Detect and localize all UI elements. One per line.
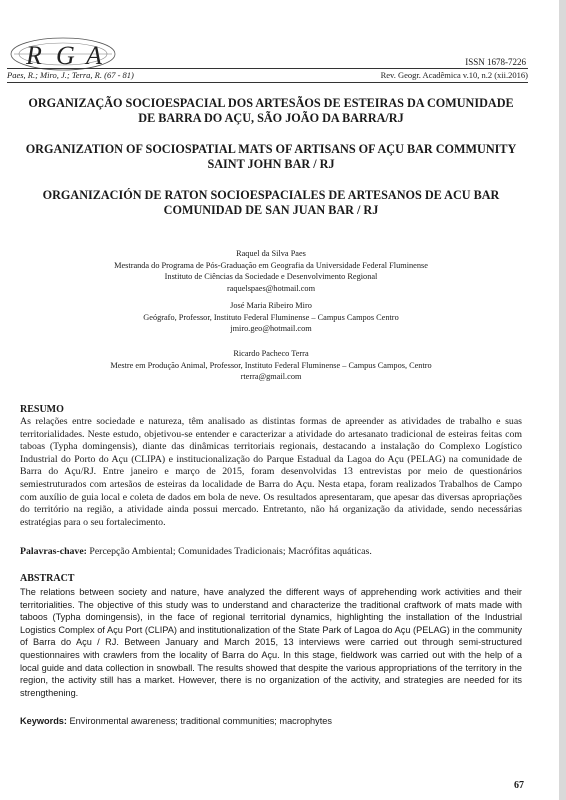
author-affiliation: Mestre em Produção Animal, Professor, Instituto Federal Fluminense – Campus Campos, Centro bbox=[110, 360, 432, 370]
author-name: José Maria Ribeiro Miro bbox=[230, 301, 312, 310]
resumo-text: As relações entre sociedade e natureza, têm analisado as distintas formas de apreender as atividades de trabalho e suas territorialidades. Neste estudo, objetivou-se entender e caracterizar a atividade do artesanato tradicional de esteiras feitas com taboas (Typha domingensis), diante das dinâmicas territoriais regionais, destacando a instalação do Complexo Logístico Industrial do Porto do Açu (CLIPA) e institucionalização do Parque Estadual da Lagoa do Açu (PELAG) na comunidade de Barra do Açu/RJ. Entre janeiro e março de 2015, foram desenvolvidas 13 entrevistas por meio de questionários semiestruturados com artesãos de esteiras da localidade de Barra do Açu. Nesta etapa, foram realizados Trabalhos de Campo com auxílio de guia local e coleta de dados em bola de neve. Os resultados apresentaram, que apesar das diversas apropriações do território na região, a atividade ainda possui mercado. Entretanto, não há organização da atividade, sendo necessárias estratégias para o seu fortalecimento. bbox=[20, 416, 522, 528]
header-rule-top bbox=[7, 68, 528, 69]
author-email: jmiro.geo@hotmail.com bbox=[230, 324, 312, 334]
author-institute: Instituto de Ciências da Sociedade e Desenvolvimento Regional bbox=[164, 272, 378, 282]
svg-text:R: R bbox=[26, 41, 42, 70]
keywords-label: Palavras-chave: bbox=[20, 546, 87, 557]
citation-authors: Paes, R.; Miro, J.; Terra, R. (67 - 81) bbox=[7, 70, 134, 80]
author-block-3 bbox=[20, 348, 522, 383]
resumo-heading: RESUMO bbox=[20, 404, 64, 415]
abstract-keywords bbox=[20, 716, 522, 726]
abstract-text: The relations between society and nature, have analyzed the different ways of apprehending work activities and their territorialities. The objective of this study was to understand and characterize the traditional craftwork of mats made with taboos (Typha domingensis), in the face of regional territorial dynamics, highlighting the installation of the Industrial Logistics Complex of Açu Port (CLIPA) and institutionalization of the State Park of Lagoa do Açu (PELAG) in the community of Barra do Açu / RJ. Between January and March 2015, 13 interviews were carried out through semi-structured questionnaires with crawlers from the locality of Barra do Açu. In this stage, fieldwork was carried out with the help of a local guide and data collection in snowball. The results showed that despite the various appropriations of the territory in the region, the activity still has a market. However, there is no organization of the activity, and strategies are needed for its strengthening. bbox=[20, 587, 522, 698]
author-affiliation: Mestranda do Programa de Pós-Graduação em Geografia da Universidade Federal Fluminense bbox=[114, 260, 428, 270]
author-block-2 bbox=[20, 300, 522, 335]
author-affiliation: Geógrafo, Professor, Instituto Federal Fluminense – Campus Campos Centro bbox=[143, 312, 399, 322]
issn: ISSN 1678-7226 bbox=[465, 57, 526, 67]
title-spanish: ORGANIZACIÓN DE RATON SOCIOESPACIALES DE ARTESANOS DE ACU BAR COMUNIDAD DE SAN JUAN BAR / RJ bbox=[42, 188, 500, 217]
keywords-text: Environmental awareness; traditional communities; macrophytes bbox=[66, 716, 333, 726]
header-rule-bottom bbox=[7, 82, 528, 83]
svg-text:G: G bbox=[56, 41, 75, 70]
keywords-text: Percepção Ambiental; Comunidades Tradicionais; Macrófitas aquáticas. bbox=[86, 546, 372, 557]
svg-text:A: A bbox=[86, 41, 102, 70]
title-portuguese: ORGANIZAÇÃO SOCIOESPACIAL DOS ARTESÃOS DE ESTEIRAS DA COMUNIDADE DE BARRA DO AÇU, SÃO JOÃO DA BARRA/RJ bbox=[28, 96, 514, 125]
author-email: raquelspaes@hotmail.com bbox=[226, 283, 316, 293]
abstract-heading: ABSTRACT bbox=[20, 573, 75, 584]
author-name: Raquel da Silva Paes bbox=[236, 249, 306, 258]
author-name: Ricardo Pacheco Terra bbox=[233, 349, 309, 358]
page-edge-shadow bbox=[559, 0, 566, 800]
keywords-label: Keywords: bbox=[20, 716, 67, 726]
citation-journal: Rev. Geogr. Acadêmica v.10, n.2 (xii.2016) bbox=[380, 70, 528, 80]
page-number: 67 bbox=[514, 780, 524, 791]
resumo-keywords bbox=[20, 546, 522, 557]
author-email: rterra@gmail.com bbox=[240, 372, 302, 382]
author-block-1 bbox=[20, 248, 522, 294]
title-english: ORGANIZATION OF SOCIOSPATIAL MATS OF ARTISANS OF AÇU BAR COMMUNITY SAINT JOHN BAR / RJ bbox=[25, 142, 517, 171]
